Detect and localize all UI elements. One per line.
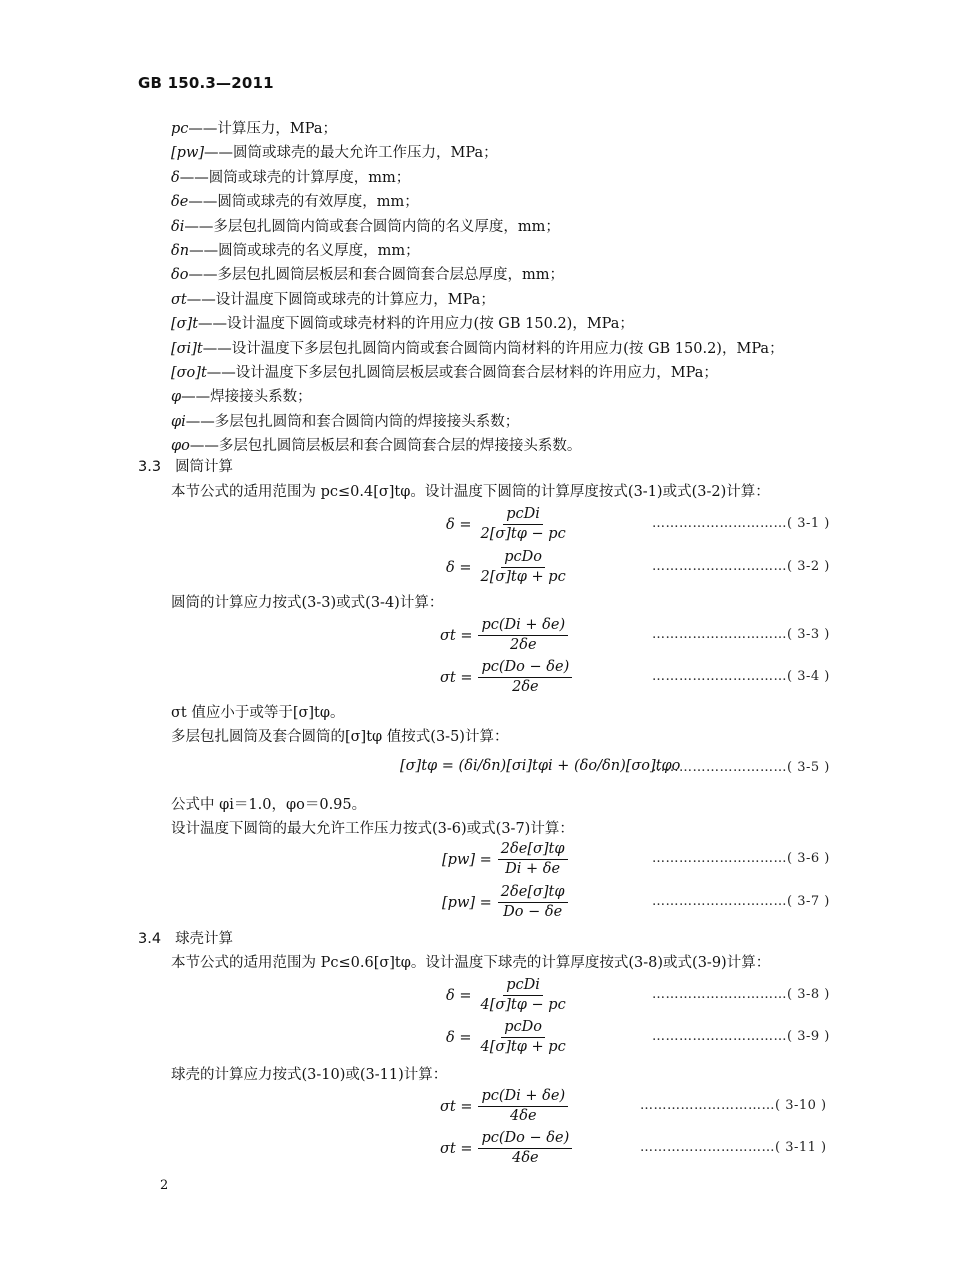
equation-denominator: Do − δe [503, 904, 563, 920]
definition-symbol: [σ]t [171, 316, 199, 333]
equation-lhs: δ = [446, 1029, 472, 1046]
equation-lhs: σt = [440, 1098, 473, 1115]
equation-label: …………………………( 3-10 ) [640, 1098, 827, 1113]
definition-text: ——多层包扎圆筒层板层和套合圆筒套合层总厚度，mm； [188, 267, 564, 284]
equation-denominator: 4[σ]tφ − pc [480, 997, 566, 1013]
definition-item [171, 312, 784, 336]
definition-item [171, 385, 784, 409]
definition-text: ——设计温度下圆筒或球壳的计算应力，MPa； [186, 291, 495, 308]
symbol-definitions [171, 117, 784, 458]
equation-3-3 [0, 617, 979, 657]
equation-lhs: σt = [440, 669, 473, 686]
equation-label: …………………………( 3-8 ) [652, 987, 830, 1002]
equation-denominator: 2[σ]tφ + pc [480, 569, 566, 585]
definition-symbol: pc [171, 121, 189, 137]
equation-denominator: 4[σ]tφ + pc [480, 1039, 566, 1055]
equation-lhs: [pw] = [442, 851, 492, 868]
equation-numerator: pcDi [503, 506, 543, 525]
equation-label: …………………………( 3-5 ) [652, 760, 830, 775]
equation-denominator: 2δe [512, 679, 539, 695]
equation-lhs: σt = [440, 1140, 473, 1157]
definition-text: ——计算压力，MPa； [188, 121, 338, 137]
equation-lhs: δ = [446, 987, 472, 1004]
equation-expression: [σ]tφ = (δi/δn)[σi]tφi + (δo/δn)[σo]tφo [400, 758, 681, 774]
definition-symbol: δ [171, 169, 180, 186]
section-number: 3.4 [138, 931, 162, 947]
definition-item [171, 288, 784, 312]
definition-symbol: φi [171, 413, 186, 430]
definition-symbol: [σi]t [171, 340, 203, 357]
definition-symbol: [pw] [171, 145, 205, 162]
definition-item [171, 434, 784, 458]
paragraph-where: 公式中 φi＝1.0，φo＝0.95。 [171, 797, 367, 813]
paragraph-stress-check: σt 值应小于或等于[σ]tφ。 [171, 705, 345, 721]
definition-text: ——圆筒或球壳的名义厚度，mm； [189, 242, 420, 259]
definition-symbol: σt [171, 291, 187, 308]
equation-label: …………………………( 3-11 ) [640, 1140, 827, 1155]
equation-lhs: δ = [446, 559, 472, 576]
definition-item [171, 141, 784, 165]
definition-symbol: φ [171, 389, 182, 406]
equation-numerator: pc(Di + δe) [478, 1088, 568, 1107]
equation-numerator: pcDi [503, 977, 543, 996]
definition-text: ——设计温度下多层包扎圆筒层板层或套合圆筒套合层材料的许用应力，MPa； [206, 364, 718, 381]
equation-label: …………………………( 3-3 ) [652, 627, 830, 642]
definition-item [171, 263, 784, 287]
definition-text: ——多层包扎圆筒内筒或套合圆筒内筒的名义厚度，mm； [184, 218, 560, 235]
equation-3-9 [0, 1019, 979, 1059]
definition-text: ——设计温度下多层包扎圆筒内筒或套合圆筒内筒材料的许用应力(按 GB 150.2)，MPa； [202, 340, 784, 357]
definition-item [171, 361, 784, 385]
equation-denominator: 4δe [510, 1108, 537, 1124]
definition-symbol: δi [171, 218, 185, 235]
equation-label: …………………………( 3-4 ) [652, 669, 830, 684]
equation-3-6 [0, 841, 979, 881]
equation-3-5 [0, 750, 979, 790]
equation-lhs: δ = [446, 516, 472, 533]
standard-header: GB 150.3—2011 [138, 74, 274, 92]
equation-denominator: 2δe [510, 637, 537, 653]
equation-denominator: 2[σ]tφ − pc [480, 526, 566, 542]
definition-item [171, 410, 784, 434]
paragraph-multilayer-intro: 多层包扎圆筒及套合圆筒的[σ]tφ 值按式(3-5)计算： [171, 729, 509, 745]
equation-denominator: 4δe [512, 1150, 539, 1166]
equation-numerator: 2δe[σ]tφ [498, 841, 568, 860]
section-title: 球壳计算 [175, 931, 234, 947]
definition-text: ——圆筒或球壳的最大允许工作压力，MPa； [204, 145, 498, 162]
definition-item [171, 190, 784, 214]
equation-3-4 [0, 659, 979, 699]
definition-text: ——焊接接头系数； [181, 389, 312, 406]
definition-text: ——多层包扎圆筒和套合圆筒内筒的焊接接头系数； [185, 413, 520, 430]
equation-label: …………………………( 3-1 ) [652, 516, 830, 531]
paragraph-sphere-stress-intro: 球壳的计算应力按式(3-10)或(3-11)计算： [171, 1067, 448, 1083]
equation-numerator: pc(Di + δe) [478, 617, 568, 636]
definition-item [171, 337, 784, 361]
equation-3-8 [0, 977, 979, 1017]
definition-text: ——圆筒或球壳的有效厚度，mm； [188, 194, 419, 211]
definition-text: ——设计温度下圆筒或球壳材料的许用应力(按 GB 150.2)，MPa； [198, 316, 634, 333]
definition-text: ——多层包扎圆筒层板层和套合圆筒套合层的焊接接头系数。 [189, 438, 582, 455]
definition-symbol: [σo]t [171, 364, 207, 381]
section-title: 圆筒计算 [175, 459, 234, 475]
section-heading-3-3 [138, 455, 233, 476]
page-number: 2 [160, 1178, 169, 1193]
definition-symbol: δe [171, 194, 189, 211]
definition-symbol: δn [171, 242, 190, 259]
equation-lhs: [pw] = [442, 894, 492, 911]
equation-3-10 [0, 1088, 979, 1128]
equation-numerator: pc(Do − δe) [478, 1130, 572, 1149]
equation-3-1 [0, 506, 979, 546]
definition-symbol: δo [171, 267, 189, 284]
section-number: 3.3 [138, 459, 162, 475]
equation-label: …………………………( 3-7 ) [652, 894, 830, 909]
definition-symbol: φo [171, 438, 190, 455]
equation-label: …………………………( 3-9 ) [652, 1029, 830, 1044]
equation-lhs: σt = [440, 627, 473, 644]
paragraph-stress-intro: 圆筒的计算应力按式(3-3)或式(3-4)计算： [171, 595, 444, 611]
equation-3-2 [0, 549, 979, 589]
paragraph-mawp-intro: 设计温度下圆筒的最大允许工作压力按式(3-6)或式(3-7)计算： [171, 821, 574, 837]
equation-3-11 [0, 1130, 979, 1170]
equation-numerator: pcDo [501, 549, 545, 568]
equation-label: …………………………( 3-2 ) [652, 559, 830, 574]
equation-numerator: pc(Do − δe) [478, 659, 572, 678]
paragraph-scope-cylinder: 本节公式的适用范围为 pc≤0.4[σ]tφ。设计温度下圆筒的计算厚度按式(3-1)或式(3-2)计算： [171, 484, 770, 500]
definition-item [171, 166, 784, 190]
definition-item [171, 239, 784, 263]
section-heading-3-4 [138, 927, 233, 948]
equation-numerator: pcDo [501, 1019, 545, 1038]
equation-denominator: Di + δe [505, 861, 561, 877]
equation-3-7 [0, 884, 979, 924]
paragraph-scope-sphere: 本节公式的适用范围为 Pc≤0.6[σ]tφ。设计温度下球壳的计算厚度按式(3-8)或式(3-9)计算： [171, 955, 771, 971]
equation-numerator: 2δe[σ]tφ [498, 884, 568, 903]
definition-item [171, 117, 784, 141]
definition-text: ——圆筒或球壳的计算厚度，mm； [179, 169, 411, 186]
equation-label: …………………………( 3-6 ) [652, 851, 830, 866]
definition-item [171, 215, 784, 239]
